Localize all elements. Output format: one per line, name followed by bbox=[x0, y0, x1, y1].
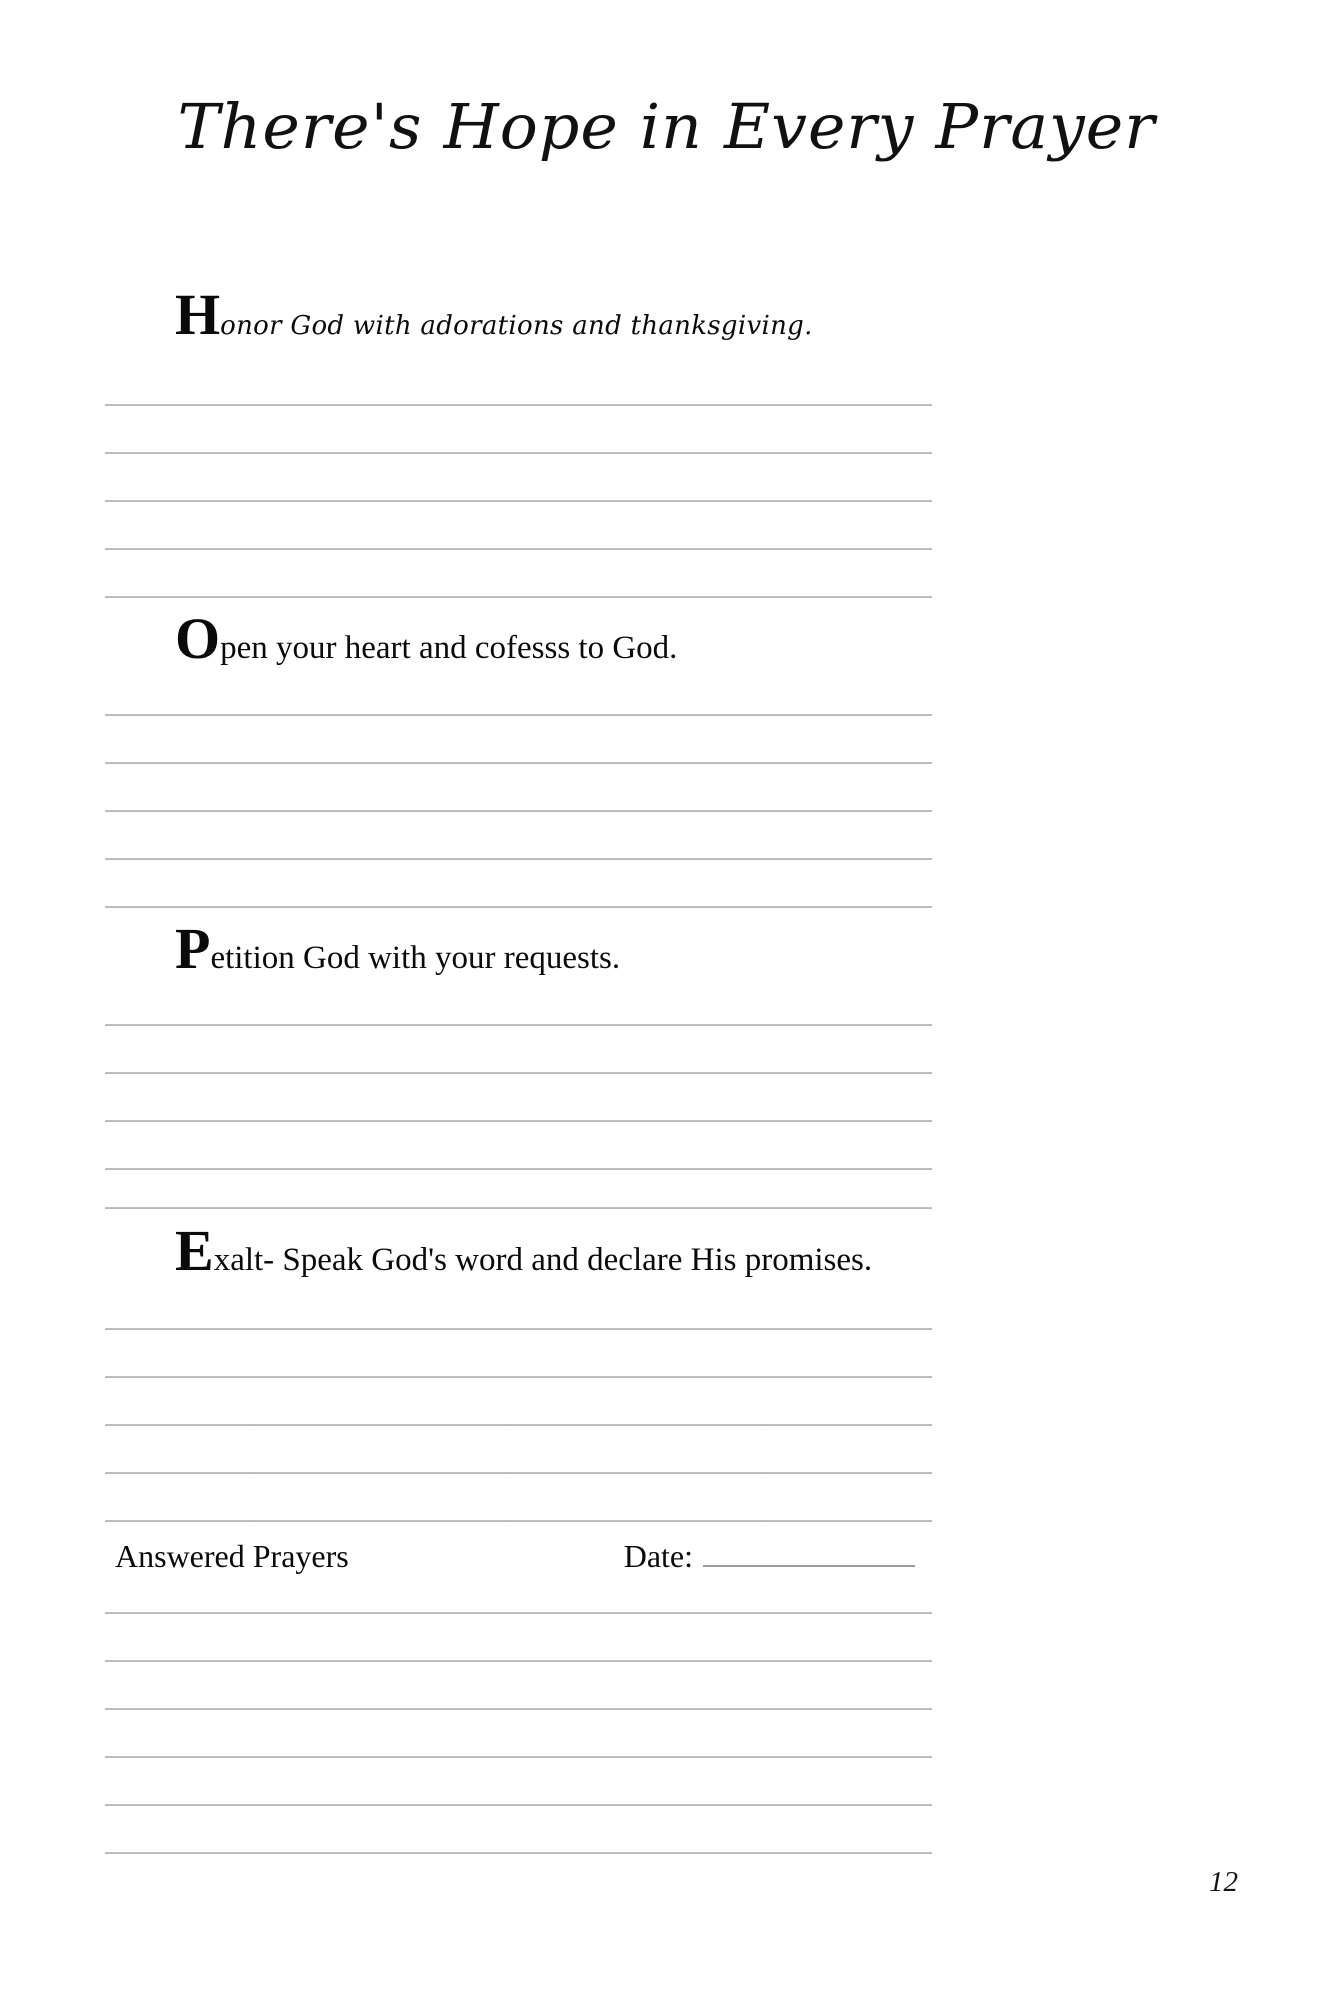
writing-line[interactable] bbox=[105, 762, 932, 764]
writing-line[interactable] bbox=[105, 1120, 932, 1122]
writing-line[interactable] bbox=[105, 1207, 932, 1209]
section-heading-open bbox=[175, 606, 678, 671]
writing-line[interactable] bbox=[105, 1612, 932, 1614]
writing-line[interactable] bbox=[105, 500, 932, 502]
section-text-exalt: xalt- Speak God's word and declare His promises. bbox=[213, 1242, 873, 1278]
writing-line[interactable] bbox=[105, 1024, 932, 1026]
writing-line[interactable] bbox=[105, 810, 932, 812]
writing-line[interactable] bbox=[105, 858, 932, 860]
writing-line[interactable] bbox=[105, 714, 932, 716]
date-field-group bbox=[624, 1538, 915, 1575]
writing-line[interactable] bbox=[105, 596, 932, 598]
writing-line[interactable] bbox=[105, 1852, 932, 1854]
writing-line[interactable] bbox=[105, 906, 932, 908]
dropcap-o: O bbox=[175, 606, 221, 671]
writing-line[interactable] bbox=[105, 404, 932, 406]
writing-line[interactable] bbox=[105, 1756, 932, 1758]
page-title: There's Hope in Every Prayer bbox=[177, 90, 1156, 163]
section-heading-honor bbox=[175, 282, 813, 347]
section-heading-petition bbox=[175, 916, 621, 981]
writing-line[interactable] bbox=[105, 1472, 932, 1474]
section-text-open: pen your heart and cofesss to God. bbox=[220, 630, 678, 666]
writing-line[interactable] bbox=[105, 548, 932, 550]
dropcap-h: H bbox=[175, 282, 221, 347]
answered-prayers-row bbox=[115, 1538, 935, 1575]
writing-line[interactable] bbox=[105, 1072, 932, 1074]
dropcap-e: E bbox=[175, 1218, 214, 1283]
writing-line[interactable] bbox=[105, 1708, 932, 1710]
writing-line[interactable] bbox=[105, 1660, 932, 1662]
writing-line[interactable] bbox=[105, 1804, 932, 1806]
page-number: 12 bbox=[1209, 1866, 1238, 1898]
writing-line[interactable] bbox=[105, 452, 932, 454]
writing-line[interactable] bbox=[105, 1168, 932, 1170]
answered-prayers-label: Answered Prayers bbox=[115, 1538, 349, 1574]
writing-line[interactable] bbox=[105, 1520, 932, 1522]
writing-line[interactable] bbox=[105, 1424, 932, 1426]
section-text-honor: onor God with adorations and thanksgiving. bbox=[220, 311, 813, 341]
date-input[interactable] bbox=[703, 1539, 915, 1567]
dropcap-p: P bbox=[175, 916, 211, 981]
writing-line[interactable] bbox=[105, 1328, 932, 1330]
section-heading-exalt bbox=[175, 1218, 873, 1283]
date-label: Date: bbox=[623, 1538, 693, 1574]
writing-line[interactable] bbox=[105, 1376, 932, 1378]
section-text-petition: etition God with your requests. bbox=[210, 940, 621, 976]
